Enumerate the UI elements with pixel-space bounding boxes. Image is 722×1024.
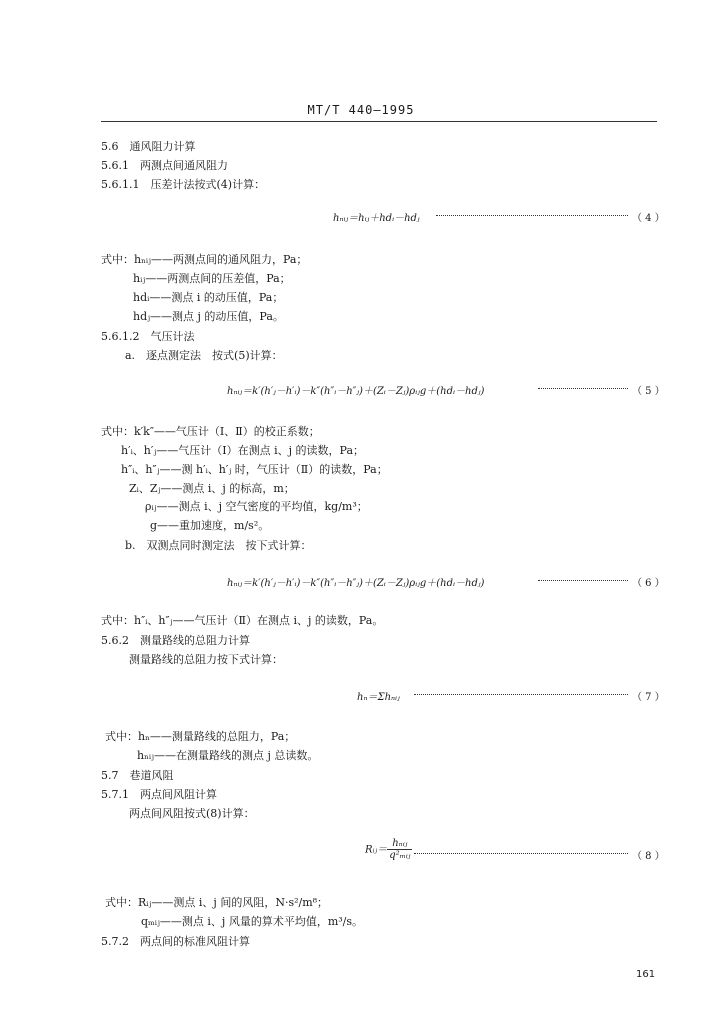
section-5-6-1-1-title: 5.6.1.1 压差计法按式(4)计算： (101, 178, 266, 191)
section-5-6-title: 5.6 通风阻力计算 (101, 140, 196, 153)
item-a: a. 逐点测定法 按式(5)计算： (125, 349, 283, 362)
where-8-line-2: qₘᵢⱼ——测点 i、j 风量的算术平均值，m³/s。 (141, 915, 364, 928)
page-number: 161 (636, 969, 656, 980)
where-4-line-1: 式中：hₙᵢⱼ——两测点间的通风阻力，Pa； (101, 253, 308, 266)
equation-4: hₙᵢⱼ＝hᵢⱼ＋hdᵢ－hdⱼ (333, 213, 420, 224)
equation-6-number: （ 6 ） (632, 578, 665, 589)
equation-7: hₙ＝Σhₙᵢⱼ (357, 692, 400, 703)
equation-8-number: （ 8 ） (632, 851, 665, 862)
section-5-6-2-text: 测量路线的总阻力按下式计算： (129, 653, 283, 666)
where-5-line-3: h″ᵢ、h″ⱼ——测 h′ᵢ、h′ⱼ 时，气压计（Ⅱ）的读数，Pa； (121, 463, 388, 476)
equation-8-leader (414, 853, 628, 854)
where-8-line-1: 式中：Rᵢⱼ——测点 i、j 间的风阻，N·s²/m⁸； (105, 896, 329, 909)
where-7-line-1: 式中：hₙ——测量路线的总阻力，Pa； (105, 730, 296, 743)
where-5-line-2: h′ᵢ、h′ⱼ——气压计（Ⅰ）在测点 i、j 的读数，Pa； (121, 444, 365, 457)
where-5-line-5: ρᵢⱼ——测点 i、j 空气密度的平均值，kg/m³； (145, 500, 368, 513)
equation-8-fraction (387, 838, 412, 861)
equation-4-leader (436, 215, 628, 216)
where-4-line-4: hdⱼ——测点 j 的动压值，Pa。 (133, 310, 284, 323)
section-5-7-2-title: 5.7.2 两点间的标准风阻计算 (101, 935, 250, 948)
equation-8-lhs: Rᵢⱼ＝ (365, 844, 388, 856)
section-5-6-1-2-title: 5.6.1.2 气压计法 (101, 330, 195, 343)
where-4-line-3: hdᵢ——测点 i 的动压值，Pa； (133, 291, 284, 304)
equation-5-number: （ 5 ） (632, 386, 665, 397)
section-5-7-1-title: 5.7.1 两点间风阻计算 (101, 788, 217, 801)
header-rule (101, 121, 657, 122)
equation-8 (365, 838, 412, 861)
equation-7-number: （ 7 ） (632, 692, 665, 703)
where-5-line-1: 式中：k′k″——气压计（Ⅰ、Ⅱ）的校正系数； (101, 425, 320, 438)
equation-7-leader (414, 694, 628, 695)
page-header: MT/T 440—1995 (307, 103, 415, 117)
section-5-7-1-text: 两点间风阻按式(8)计算： (129, 807, 255, 820)
item-b: b. 双测点同时测定法 按下式计算： (125, 539, 312, 552)
equation-8-denominator: q²ₘᵢⱼ (389, 850, 411, 861)
equation-6-leader (538, 580, 628, 581)
equation-5: hₙᵢⱼ＝k′(h′ⱼ－h′ᵢ)－k″(h″ᵢ－h″ⱼ)＋(Zᵢ－Zⱼ)ρᵢⱼg＋(hdᵢ－hdⱼ) (227, 386, 485, 397)
equation-5-leader (538, 388, 628, 389)
equation-6: hₙᵢⱼ＝k′(h′ⱼ－h′ᵢ)－k″(h″ᵢ－h″ⱼ)＋(Zᵢ－Zⱼ)ρᵢⱼg＋(hdᵢ－hdⱼ) (227, 578, 485, 589)
where-5-line-6: g——重加速度，m/s²。 (150, 519, 270, 532)
where-5-line-4: Zᵢ、Zⱼ——测点 i、j 的标高，m； (129, 482, 295, 495)
where-6-line-1: 式中：h″ᵢ、h″ⱼ——气压计（Ⅱ）在测点 i、j 的读数，Pa。 (101, 614, 384, 627)
where-4-line-2: hᵢⱼ——两测点间的压差值，Pa； (133, 272, 291, 285)
equation-8-numerator: hₙᵢⱼ (387, 838, 412, 850)
where-7-line-2: hₙᵢⱼ——在测量路线的测点 j 总读数。 (137, 749, 319, 762)
section-5-7-title: 5.7 巷道风阻 (101, 769, 174, 782)
equation-4-number: （ 4 ） (632, 213, 665, 224)
section-5-6-1-title: 5.6.1 两测点间通风阻力 (101, 159, 228, 172)
section-5-6-2-title: 5.6.2 测量路线的总阻力计算 (101, 634, 250, 647)
